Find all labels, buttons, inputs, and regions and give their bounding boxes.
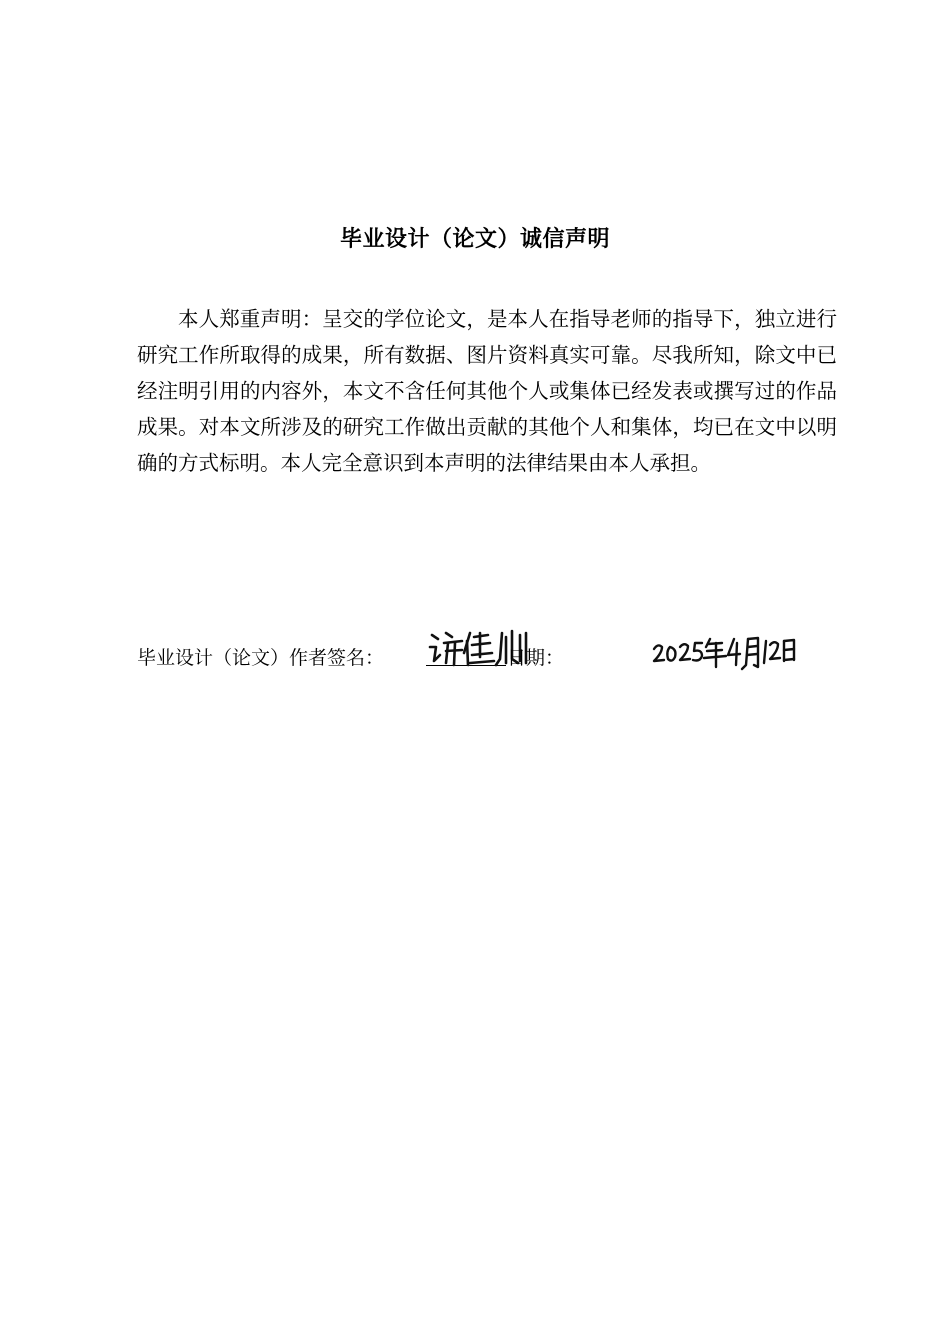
date-label: 日期：	[507, 647, 565, 669]
handwritten-date-image	[650, 629, 800, 673]
signature-label: 毕业设计（论文）作者签名：	[137, 647, 385, 669]
declaration-text: 本人郑重声明：呈交的学位论文，是本人在指导老师的指导下，独立进行研究工作所取得的成果，所有数据、图片资料真实可靠。尽我所知，除文中已经注明引用的内容外，本文不含任何其他个人或集体已经发表或撰写过的作品成果。对本文所涉及的研究工作做出贡献的其他个人和集体，均已在文中以明确的方式标明。本人完全意识到本声明的法律结果由本人承担。	[137, 307, 837, 475]
page-title: 毕业设计（论文）诚信声明	[339, 227, 610, 252]
